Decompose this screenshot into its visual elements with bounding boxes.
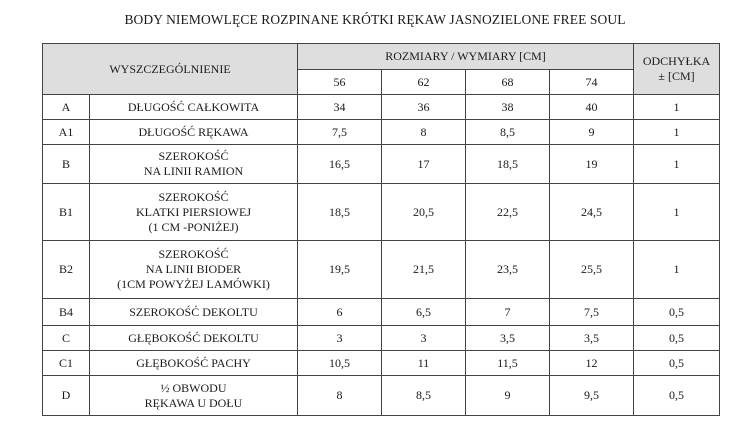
table-row [43, 145, 720, 184]
row-value: 19 [550, 145, 634, 184]
row-value: 18,5 [298, 184, 382, 241]
row-value: 9 [550, 120, 634, 145]
table-row [43, 351, 720, 376]
row-tolerance: 1 [634, 184, 720, 241]
row-tolerance: 1 [634, 120, 720, 145]
row-value: 3,5 [550, 326, 634, 351]
header-sizes-group: ROZMIARY / WYMIARY [CM] [298, 44, 634, 70]
row-label: SZEROKOŚĆ KLATKI PIERSIOWEJ (1 CM -PONIŻEJ) [90, 184, 298, 241]
row-tolerance: 1 [634, 241, 720, 299]
header-tolerance: ODCHYŁKA ± [CM] [634, 44, 720, 95]
row-code: B1 [43, 184, 90, 241]
row-value: 3 [382, 326, 466, 351]
row-value: 17 [382, 145, 466, 184]
row-value: 36 [382, 95, 466, 120]
header-size: 56 [298, 70, 382, 95]
row-tolerance: 1 [634, 145, 720, 184]
row-value: 7,5 [550, 299, 634, 326]
page-title: BODY NIEMOWLĘCE ROZPINANE KRÓTKI RĘKAW JASNOZIELONE FREE SOUL [124, 12, 626, 27]
row-label: SZEROKOŚĆ DEKOLTU [90, 299, 298, 326]
row-value: 11 [382, 351, 466, 376]
row-tolerance: 1 [634, 95, 720, 120]
table-row [43, 184, 720, 241]
row-value: 8 [382, 120, 466, 145]
row-code: A1 [43, 120, 90, 145]
row-value: 3,5 [466, 326, 550, 351]
row-label: ½ OBWODU RĘKAWA U DOŁU [90, 376, 298, 416]
row-value: 7 [466, 299, 550, 326]
row-value: 6 [298, 299, 382, 326]
row-label: SZEROKOŚĆ NA LINII RAMION [90, 145, 298, 184]
row-value: 6,5 [382, 299, 466, 326]
table-row [43, 120, 720, 145]
table-row [43, 95, 720, 120]
row-value: 9,5 [550, 376, 634, 416]
row-value: 21,5 [382, 241, 466, 299]
row-value: 16,5 [298, 145, 382, 184]
row-value: 40 [550, 95, 634, 120]
header-size: 62 [382, 70, 466, 95]
row-value: 19,5 [298, 241, 382, 299]
row-value: 18,5 [466, 145, 550, 184]
header-description: WYSZCZEGÓLNIENIE [43, 44, 298, 95]
row-tolerance: 0,5 [634, 351, 720, 376]
row-code: B4 [43, 299, 90, 326]
row-value: 10,5 [298, 351, 382, 376]
row-code: C [43, 326, 90, 351]
row-value: 8 [298, 376, 382, 416]
row-value: 9 [466, 376, 550, 416]
row-value: 11,5 [466, 351, 550, 376]
header-size: 74 [550, 70, 634, 95]
row-value: 24,5 [550, 184, 634, 241]
row-label: GŁĘBOKOŚĆ PACHY [90, 351, 298, 376]
row-tolerance: 0,5 [634, 299, 720, 326]
row-value: 12 [550, 351, 634, 376]
row-value: 23,5 [466, 241, 550, 299]
row-label: DŁUGOŚĆ CAŁKOWITA [90, 95, 298, 120]
row-label: GŁĘBOKOŚĆ DEKOLTU [90, 326, 298, 351]
row-value: 38 [466, 95, 550, 120]
table-row [43, 299, 720, 326]
row-value: 22,5 [466, 184, 550, 241]
row-value: 3 [298, 326, 382, 351]
row-label: SZEROKOŚĆ NA LINII BIODER (1CM POWYŻEJ LAMÓWKI) [90, 241, 298, 299]
table-row [43, 241, 720, 299]
row-label: DŁUGOŚĆ RĘKAWA [90, 120, 298, 145]
row-value: 34 [298, 95, 382, 120]
row-code: B2 [43, 241, 90, 299]
row-value: 25,5 [550, 241, 634, 299]
row-code: B [43, 145, 90, 184]
header-size: 68 [466, 70, 550, 95]
row-tolerance: 0,5 [634, 376, 720, 416]
row-code: D [43, 376, 90, 416]
row-value: 8,5 [466, 120, 550, 145]
row-value: 20,5 [382, 184, 466, 241]
table-row [43, 376, 720, 416]
row-code: C1 [43, 351, 90, 376]
size-table [42, 43, 720, 416]
row-tolerance: 0,5 [634, 326, 720, 351]
row-code: A [43, 95, 90, 120]
row-value: 8,5 [382, 376, 466, 416]
row-value: 7,5 [298, 120, 382, 145]
table-row [43, 326, 720, 351]
